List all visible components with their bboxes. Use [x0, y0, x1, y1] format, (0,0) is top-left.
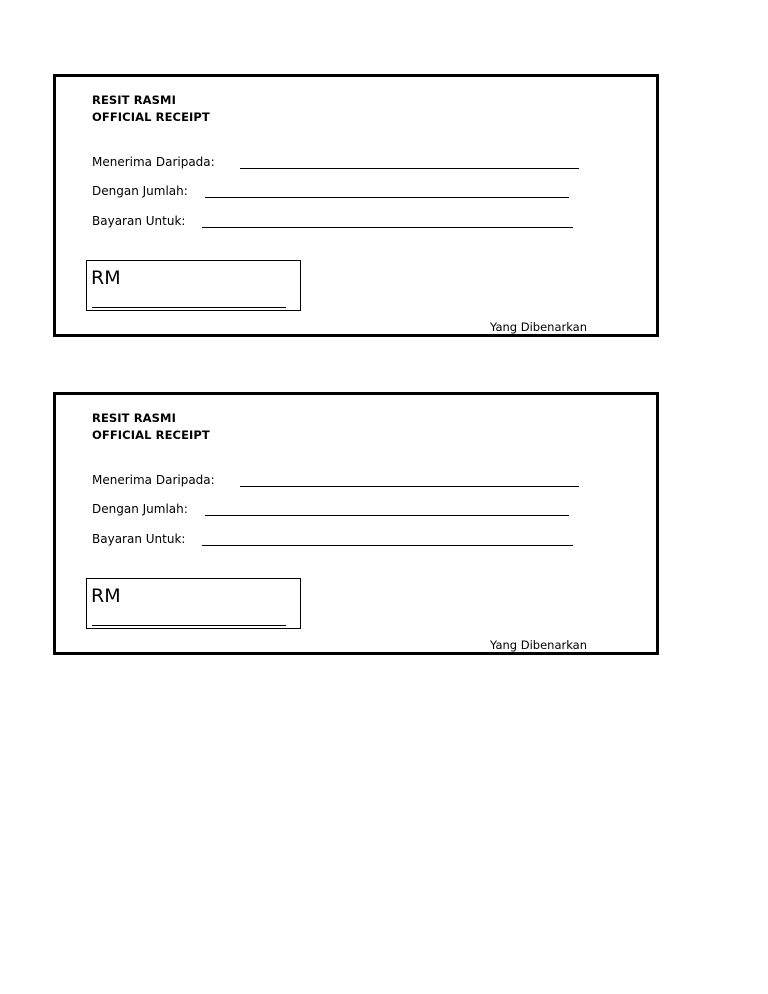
amount-words-label: Dengan Jumlah: — [92, 184, 188, 198]
receipt-card — [53, 392, 659, 655]
received-from-line[interactable] — [240, 486, 579, 487]
amount-words-label: Dengan Jumlah: — [92, 502, 188, 516]
amount-line[interactable] — [92, 625, 286, 626]
received-from-label: Menerima Daripada: — [92, 155, 215, 169]
receipt-title-english: OFFICIAL RECEIPT — [92, 110, 210, 124]
payment-for-label: Bayaran Untuk: — [92, 214, 186, 228]
amount-box[interactable] — [86, 260, 301, 311]
amount-box[interactable] — [86, 578, 301, 629]
received-from-line[interactable] — [240, 168, 579, 169]
currency-label: RM — [91, 267, 121, 289]
receipt-title-malay: RESIT RASMI — [92, 411, 176, 425]
receipt-card — [53, 74, 659, 337]
payment-for-line[interactable] — [202, 227, 573, 228]
payment-for-line[interactable] — [202, 545, 573, 546]
approved-by-label: Yang Dibenarkan — [490, 320, 588, 334]
currency-label: RM — [91, 585, 121, 607]
payment-for-label: Bayaran Untuk: — [92, 532, 186, 546]
amount-words-line[interactable] — [205, 515, 569, 516]
receipt-title-english: OFFICIAL RECEIPT — [92, 428, 210, 442]
amount-words-line[interactable] — [205, 197, 569, 198]
approved-by-label: Yang Dibenarkan — [490, 638, 588, 652]
received-from-label: Menerima Daripada: — [92, 473, 215, 487]
amount-line[interactable] — [92, 307, 286, 308]
receipt-title-malay: RESIT RASMI — [92, 93, 176, 107]
